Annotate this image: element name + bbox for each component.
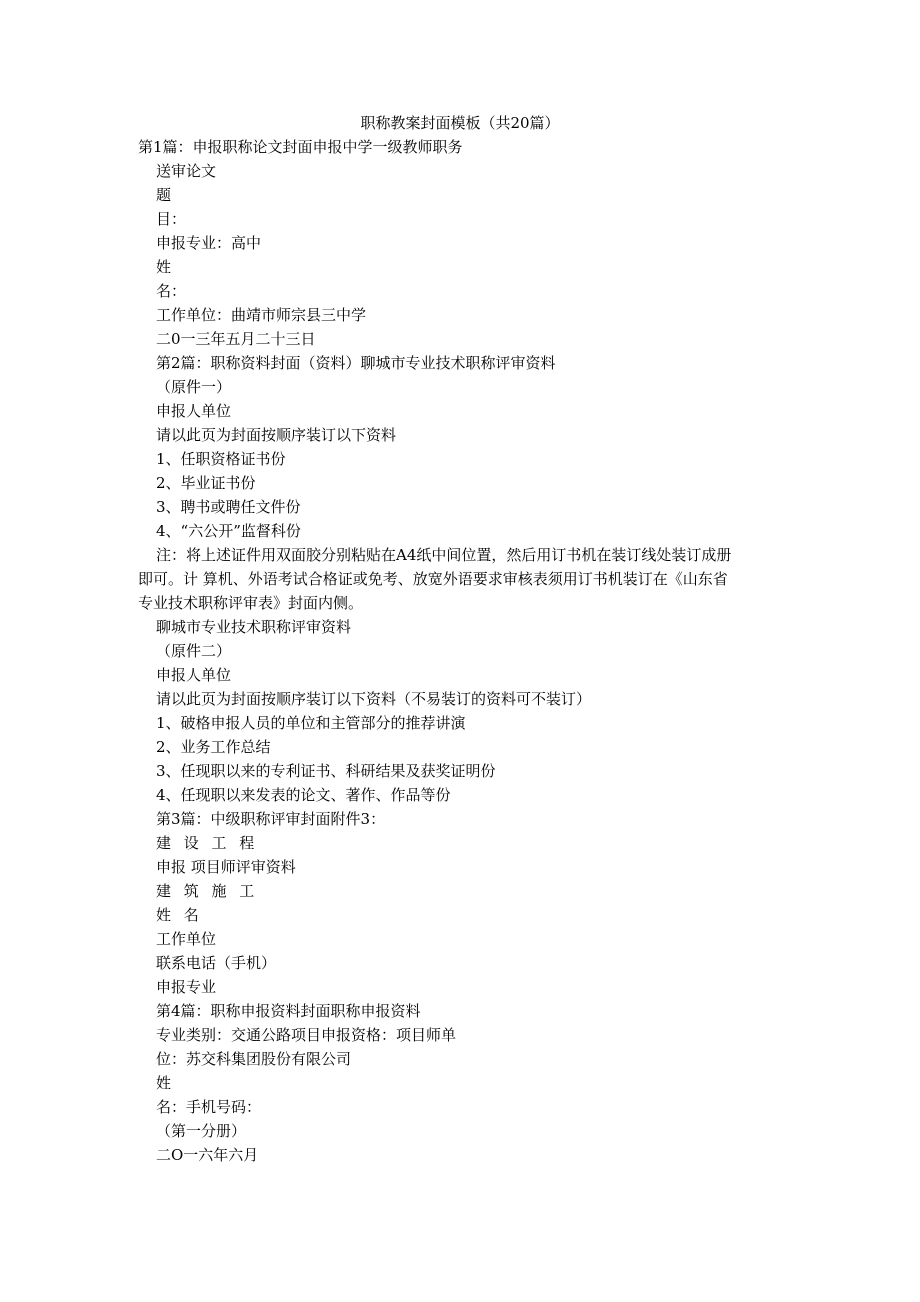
text-line: 工作单位：曲靖市师宗县三中学: [156, 306, 367, 324]
text-line: 建 设 工 程: [156, 834, 259, 852]
list-item: 1、任职资格证书份: [156, 450, 286, 468]
text-line: 二0一三年五月二十三日: [156, 330, 316, 348]
text-line: 工作单位: [156, 930, 217, 948]
section-heading-2: 第2篇：职称资料封面（资料）聊城市专业技术职称评审资料: [156, 354, 556, 372]
text-line: 建 筑 施 工: [156, 882, 259, 900]
list-item: 2、业务工作总结: [156, 738, 271, 756]
text-line: 二O一六年六月: [156, 1146, 259, 1164]
list-item: 3、任现职以来的专利证书、科研结果及获奖证明份: [156, 762, 496, 780]
text-line: 请以此页为封面按顺序装订以下资料（不易装订的资料可不装订）: [156, 690, 592, 708]
note-line: 即可。计 算机、外语考试合格证或免考、放宽外语要求审核表须用订书机装订在《山东省: [138, 570, 728, 588]
text-line: 名：: [156, 282, 187, 300]
text-line: （原件一）: [156, 378, 232, 396]
text-line: 申报专业: [156, 978, 217, 996]
text-line: 申报 项目师评审资料: [156, 858, 296, 876]
text-line: 专业类别：交通公路项目申报资格：项目师单: [156, 1026, 457, 1044]
text-line: 申报人单位: [156, 666, 232, 684]
text-line: 聊城市专业技术职称评审资料: [156, 618, 352, 636]
list-item: 3、聘书或聘任文件份: [156, 498, 301, 516]
text-line: 姓: [156, 258, 172, 276]
text-line: 姓: [156, 1074, 172, 1092]
text-line: 送审论文: [156, 162, 217, 180]
text-line: 题: [156, 186, 172, 204]
document-title: 职称教案封面模板（共20篇）: [360, 114, 560, 132]
section-heading-1: 第1篇：申报职称论文封面申报中学一级教师职务: [138, 138, 463, 156]
text-line: 目：: [156, 210, 187, 228]
section-heading-4: 第4篇：职称申报资料封面职称申报资料: [156, 1002, 421, 1020]
note-line: 专业技术职称评审表》封面内侧。: [138, 594, 364, 612]
list-item: 1、破格申报人员的单位和主管部分的推荐讲演: [156, 714, 466, 732]
text-line: 名：手机号码：: [156, 1098, 262, 1116]
text-line: 申报人单位: [156, 402, 232, 420]
note-line: 注：将上述证件用双面胶分别粘贴在A4纸中间位置，然后用订书机在装订线处装订成册: [156, 546, 732, 564]
text-line: （第一分册）: [156, 1122, 247, 1140]
list-item: 2、毕业证书份: [156, 474, 256, 492]
list-item: 4、“六公开”监督科份: [156, 522, 301, 540]
text-line: 申报专业：高中: [156, 234, 262, 252]
section-heading-3: 第3篇：中级职称评审封面附件3：: [156, 810, 386, 828]
text-line: 请以此页为封面按顺序装订以下资料: [156, 426, 397, 444]
text-line: （原件二）: [156, 642, 232, 660]
document-body: [138, 135, 782, 1167]
list-item: 4、任现职以来发表的论文、著作、作品等份: [156, 786, 451, 804]
text-line: 联系电话（手机）: [156, 954, 277, 972]
text-line: 姓 名: [156, 906, 203, 924]
text-line: 位：苏交科集团股份有限公司: [156, 1050, 352, 1068]
